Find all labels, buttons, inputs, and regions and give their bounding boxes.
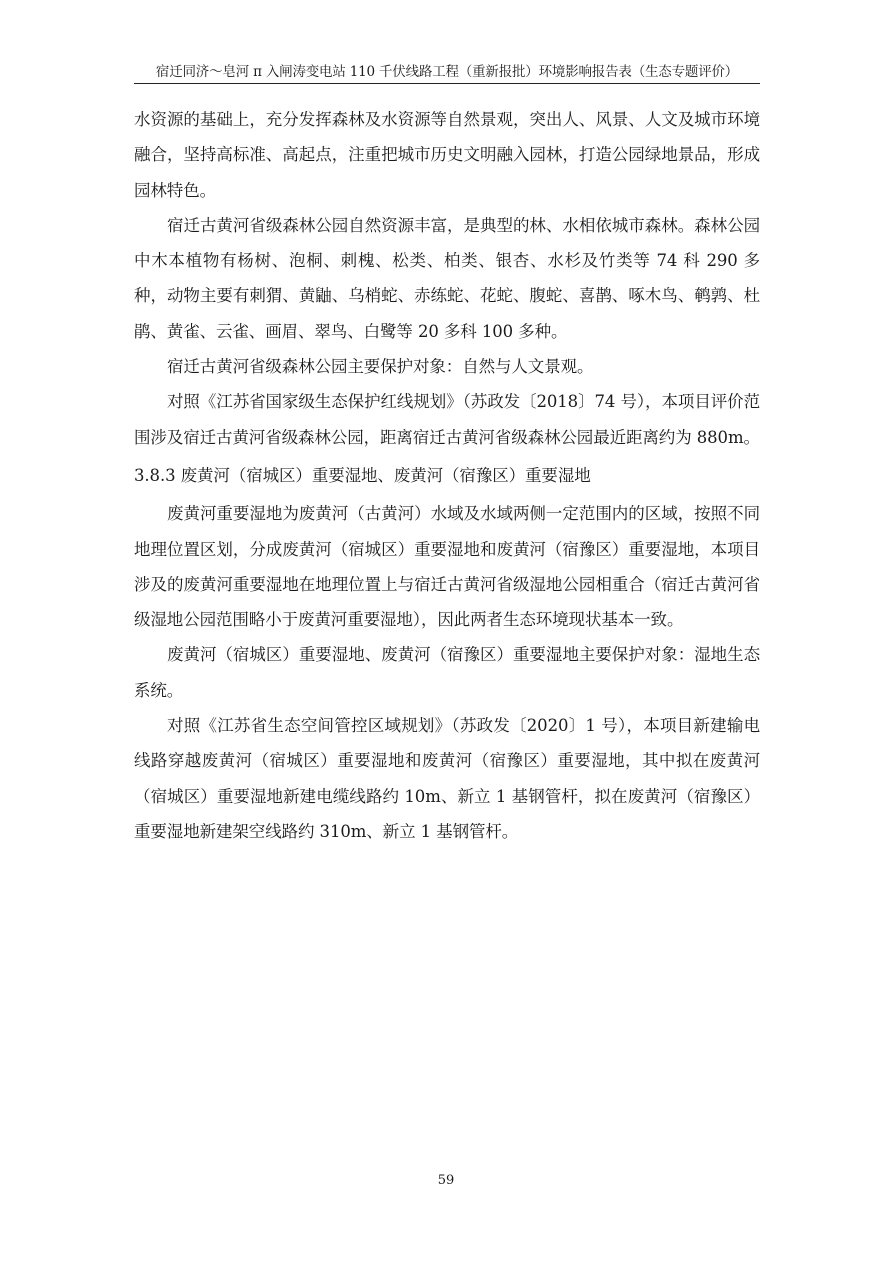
paragraph-wetland-protection: 废黄河（宿城区）重要湿地、废黄河（宿豫区）重要湿地主要保护对象：湿地生态系统。 (134, 645, 760, 700)
paragraph-forest-redline: 对照《江苏省国家级生态保护红线规划》（苏政发〔2018〕74 号），本项目评价范围涉及宿迁古黄河省级森林公园，距离宿迁古黄河省级森林公园最近距离约为 880m。 (134, 392, 760, 447)
section-heading: 3.8.3 废黄河（宿城区）重要湿地、废黄河（宿豫区）重要湿地 (134, 465, 591, 485)
header-divider (134, 83, 760, 84)
paragraph-forest-resources: 宿迁古黄河省级森林公园自然资源丰富，是典型的林、水相依城市森林。森林公园中木本植物有杨树、泡桐、刺槐、松类、柏类、银杏、水杉及竹类等 74 科 290 多种，动物主要有刺猬、黄鼬、乌梢蛇、赤练蛇、花蛇、腹蛇、喜鹊、啄木鸟、鹌鹑、杜鹃、黄雀、云雀、画眉、翠鸟、白鹭等 20 多科 100 多种。 (134, 215, 760, 341)
page-header: 宿迁同济～皂河 π 入闸涛变电站 110 千伏线路工程（重新报批）环境影响报告表（生态专题评价） (155, 64, 739, 80)
paragraph-wetland-planning: 对照《江苏省生态空间管控区域规划》（苏政发〔2020〕1 号），本项目新建输电线路穿越废黄河（宿城区）重要湿地和废黄河（宿豫区）重要湿地，其中拟在废黄河（宿城区）重要湿地新建电缆线路约 10m、新立 1 基钢管杆，拟在废黄河（宿豫区）重要湿地新建架空线路约 310m、新立 1 基钢管杆。 (134, 716, 760, 841)
paragraph-forest-protection: 宿迁古黄河省级森林公园主要保护对象：自然与人文景观。 (167, 357, 594, 377)
document-body (134, 102, 760, 849)
page-number: 59 (437, 1173, 455, 1188)
paragraph-wetland-description: 废黄河重要湿地为废黄河（古黄河）水域及水域两侧一定范围内的区域，按照不同地理位置区划，分成废黄河（宿城区）重要湿地和废黄河（宿豫区）重要湿地，本项目涉及的废黄河重要湿地在地理位置上与宿迁古黄河省级湿地公园相重合（宿迁古黄河省级湿地公园范围略小于废黄河重要湿地），因此两者生态环境现状基本一致。 (134, 504, 760, 630)
paragraph-continued: 水资源的基础上，充分发挥森林及水资源等自然景观，突出人、风景、人文及城市环境融合，坚持高标准、高起点，注重把城市历史文明融入园林，打造公园绿地景品，形成园林特色。 (134, 110, 760, 200)
